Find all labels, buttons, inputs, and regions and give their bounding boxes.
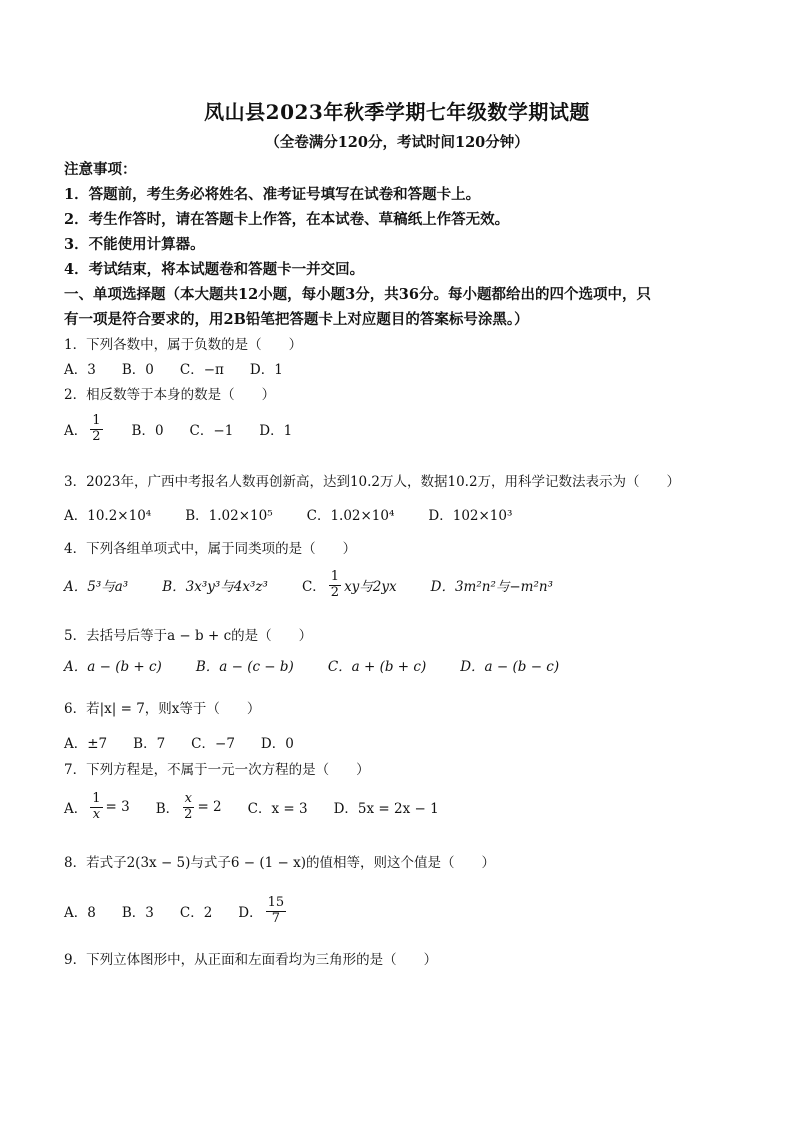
notice-heading: 注意事项：	[64, 161, 137, 178]
option-b[interactable]: B．7	[133, 736, 166, 752]
fraction	[329, 570, 341, 601]
option-label: C．	[301, 579, 326, 596]
numerator: x	[184, 791, 192, 806]
fraction	[266, 896, 287, 927]
option-b[interactable]: B．3x³y³与4x³z³	[162, 579, 268, 596]
numerator: 15	[267, 895, 285, 910]
option-c[interactable]: C．−1	[189, 423, 234, 440]
exam-subtitle: （全卷满分120分，考试时间120分钟）	[265, 134, 529, 151]
option-a[interactable]: A．±7	[64, 736, 108, 752]
denominator: 7	[271, 910, 281, 926]
option-b[interactable]: B．0	[131, 423, 164, 440]
option-a[interactable]: A．5³与a³	[64, 579, 129, 596]
notice-item-3: 3．不能使用计算器。	[64, 236, 205, 253]
question-1-stem: 1．下列各数中，属于负数的是（ ）	[64, 337, 303, 353]
section-heading-line-1: 一、单项选择题（本大题共12小题，每小题3分，共36分。每小题都给出的四个选项中，只	[64, 286, 651, 303]
option-a[interactable]	[64, 414, 106, 445]
option-b[interactable]: B．0	[121, 362, 154, 378]
notice-item-4: 4．考试结束，将本试题卷和答题卡一并交回。	[64, 261, 365, 278]
numerator: 1	[92, 413, 101, 428]
denominator: 2	[184, 806, 193, 822]
option-b[interactable]: B．a − (c − b)	[195, 659, 294, 675]
fraction	[90, 414, 102, 445]
question-6-options	[64, 732, 320, 752]
option-d[interactable]: D．1	[249, 362, 283, 378]
option-c[interactable]: C．1.02×10⁴	[306, 508, 395, 524]
option-label: B．	[155, 801, 180, 818]
option-a[interactable]: A．10.2×10⁴	[64, 508, 152, 524]
question-3-stem: 3．2023年，广西中考报名人数再创新高，达到10.2万人，数据10.2万，用科学记数法表示为（ ）	[64, 474, 681, 490]
question-8-options	[64, 896, 315, 927]
option-b[interactable]: B．1.02×10⁵	[185, 508, 273, 524]
option-b[interactable]: B．3	[121, 905, 154, 922]
question-7-options	[64, 792, 465, 823]
option-expression: xy与2yx	[344, 579, 397, 596]
option-a[interactable]	[64, 792, 130, 823]
fraction	[90, 792, 102, 823]
option-b[interactable]	[156, 792, 222, 823]
fraction	[182, 792, 194, 823]
question-4-stem: 4．下列各组单项式中，属于同类项的是（ ）	[64, 541, 357, 557]
option-a[interactable]: A．8	[64, 905, 96, 922]
section-heading-line-2: 有一项是符合要求的，用2B铅笔把答题卡上对应题目的答案标号涂黑。）	[64, 311, 529, 328]
question-3-options	[64, 504, 538, 524]
option-d[interactable]: D．0	[260, 736, 294, 752]
exam-title: 凤山县2023年秋季学期七年级数学期试题	[204, 100, 590, 124]
question-8-stem: 8．若式子2(3x − 5)与式子6 − (1 − x)的值相等，则这个值是（ ）	[64, 855, 496, 871]
option-c[interactable]: C．−π	[179, 362, 224, 378]
question-4-options	[64, 570, 579, 601]
option-label: A．	[64, 801, 88, 818]
option-label: D．	[238, 905, 263, 922]
option-c[interactable]: C．2	[179, 905, 213, 922]
option-a[interactable]: A．3	[64, 362, 96, 378]
question-2-stem: 2．相反数等于本身的数是（ ）	[64, 387, 276, 403]
question-2-options	[64, 414, 318, 445]
option-d[interactable]	[238, 896, 289, 927]
option-a[interactable]: A．a − (b + c)	[64, 659, 162, 675]
option-d[interactable]: D．5x = 2x − 1	[333, 801, 439, 818]
option-c[interactable]: C．x = 3	[247, 801, 308, 818]
option-expression: = 3	[105, 799, 130, 816]
option-c[interactable]: C．a + (b + c)	[327, 659, 427, 675]
option-c[interactable]: C．−7	[191, 736, 235, 752]
option-c[interactable]	[302, 570, 397, 601]
option-d[interactable]: D．102×10³	[428, 508, 513, 524]
numerator: 1	[92, 791, 101, 806]
denominator: 2	[330, 584, 340, 600]
denominator: 2	[92, 428, 101, 444]
denominator: x	[92, 806, 101, 822]
question-5-options	[64, 655, 585, 675]
numerator: 1	[330, 569, 340, 584]
question-9-stem: 9．下列立体图形中，从正面和左面看均为三角形的是（ ）	[64, 952, 438, 968]
notice-item-2: 2．考生作答时，请在答题卡上作答，在本试卷、草稿纸上作答无效。	[64, 211, 510, 228]
option-label: A．	[64, 423, 88, 440]
option-d[interactable]: D．1	[259, 423, 293, 440]
option-d[interactable]: D．3m²n²与−m²n³	[430, 579, 554, 596]
notice-item-1: 1．答题前，考生务必将姓名、准考证号填写在试卷和答题卡上。	[64, 186, 481, 203]
question-5-stem: 5．去括号后等于a − b + c的是（ ）	[64, 628, 313, 644]
question-7-stem: 7．下列方程是，不属于一元一次方程的是（ ）	[64, 762, 370, 778]
option-expression: = 2	[197, 799, 222, 816]
question-1-options	[64, 358, 309, 378]
option-d[interactable]: D．a − (b − c)	[460, 659, 560, 675]
question-6-stem: 6．若|x| = 7，则x等于（ ）	[64, 701, 261, 717]
